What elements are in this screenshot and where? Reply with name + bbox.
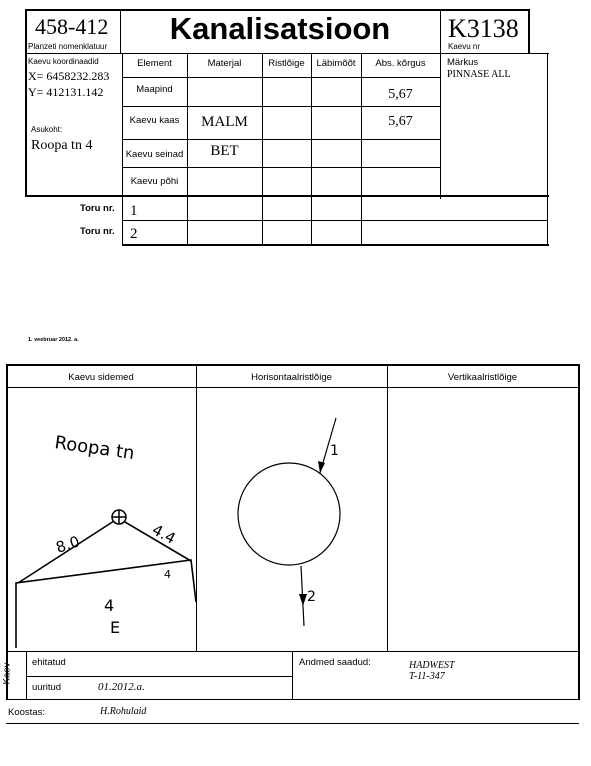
data-source-line-2: T-11-347 [409, 671, 445, 682]
sections-top-border [6, 364, 579, 366]
header-cross-section: Ristlõige [268, 58, 305, 69]
date-note: 1. veebruar 2012. a. [28, 337, 79, 343]
compiled-label: Koostas: [8, 707, 45, 718]
compiled-by: H.Rohulaid [100, 706, 147, 717]
header-right-border [528, 9, 530, 53]
header-remark: Märkus [447, 57, 479, 68]
table-col-line-2 [262, 53, 263, 246]
sections-divider-2 [387, 364, 388, 651]
section-connections-title: Kaevu sidemed [68, 372, 134, 383]
dist-left-label: 8.0 [53, 532, 82, 557]
row-material: MALM [201, 114, 248, 130]
house-number-label: 4 [104, 596, 115, 615]
sheet-number: 458-412 [35, 14, 109, 39]
built-label: ehitatud [32, 657, 66, 668]
footer-divider-2 [292, 651, 293, 699]
pipe-in-arrow [318, 461, 325, 473]
row-element: Kaevu seinad [125, 149, 184, 160]
sections-right-border [578, 364, 580, 700]
pipe-label: Toru nr. [80, 226, 115, 237]
section-horizontal-title: Horisontaalristlõige [251, 372, 332, 383]
table-row-line-2 [122, 106, 440, 107]
data-source-label: Andmed saadud: [299, 657, 371, 668]
coordinate-x: X= 6458232.283 [28, 69, 110, 83]
connections-sketch [6, 388, 196, 650]
signature-line [6, 723, 579, 724]
table-col-line-4 [361, 53, 362, 246]
row-element: Kaevu kaas [129, 115, 180, 126]
surveyed-label: uuritud [32, 682, 62, 693]
data-source-line-1: HADWEST [409, 660, 455, 671]
footer-bottom-line [6, 699, 579, 700]
header-bottom-line [25, 53, 549, 54]
remark-value: PINNASE ALL [447, 69, 511, 80]
header-left-border [25, 9, 27, 195]
row-abs-height: 5,67 [388, 87, 413, 102]
footer-mid-line [26, 676, 293, 677]
footer-divider-1 [26, 651, 27, 699]
table-row-line-1 [122, 77, 440, 78]
table-row-line-3 [122, 139, 440, 140]
section-vertical-title: Vertikaalristlõige [447, 372, 518, 383]
location-value: Roopa tn 4 [31, 138, 93, 153]
manhole-circle [238, 463, 340, 565]
header-top-border-right [440, 9, 529, 11]
side-label: Kaev [1, 662, 13, 685]
table-col-line-5 [547, 53, 548, 246]
table-row-line-4 [122, 167, 440, 168]
row-material: BET [210, 143, 239, 159]
horizontal-section-sketch [197, 388, 387, 650]
coordinates-label: Kaevu koordinaadid [28, 57, 99, 66]
pipe-number: 1 [130, 203, 138, 219]
page-title: Kanalisatsioon [169, 11, 391, 46]
pipe-in-label: 1 [330, 443, 339, 459]
well-caption: Kaevu nr [448, 42, 481, 51]
row-abs-height: 5,67 [388, 114, 413, 129]
header-diameter: Läbimõõt [316, 58, 356, 69]
sketch-street-label: Roopa tn [53, 432, 136, 465]
pipe-label: Toru nr. [80, 203, 115, 214]
coordinate-y: Y= 412131.142 [28, 85, 104, 99]
row-element: Kaevu põhi [130, 176, 179, 187]
dist-right-label: 4.4 [149, 520, 179, 548]
table-row-line-6 [122, 220, 548, 221]
small-number-label: 4 [164, 568, 171, 581]
location-label: Asukoht: [31, 125, 63, 134]
header-material: Materjal [207, 58, 242, 69]
header-element: Element [137, 58, 172, 69]
header-divider-2 [440, 9, 441, 199]
pipe-out-arrow [299, 594, 307, 606]
table-row-line-5 [25, 195, 549, 197]
table-col-line-3 [311, 53, 312, 246]
pipe-out-label: 2 [307, 589, 316, 605]
row-element: Maapind [136, 84, 173, 95]
pipe-number: 2 [130, 226, 138, 242]
header-abs-height: Abs. kõrgus [375, 58, 426, 69]
well-id: K3138 [448, 14, 519, 43]
surveyed-date: 01.2012.a. [98, 681, 145, 693]
house-letter-label: E [110, 618, 121, 637]
sheet-caption: Planzeti nomenklatuur [28, 42, 108, 51]
table-row-line-7 [122, 244, 549, 246]
